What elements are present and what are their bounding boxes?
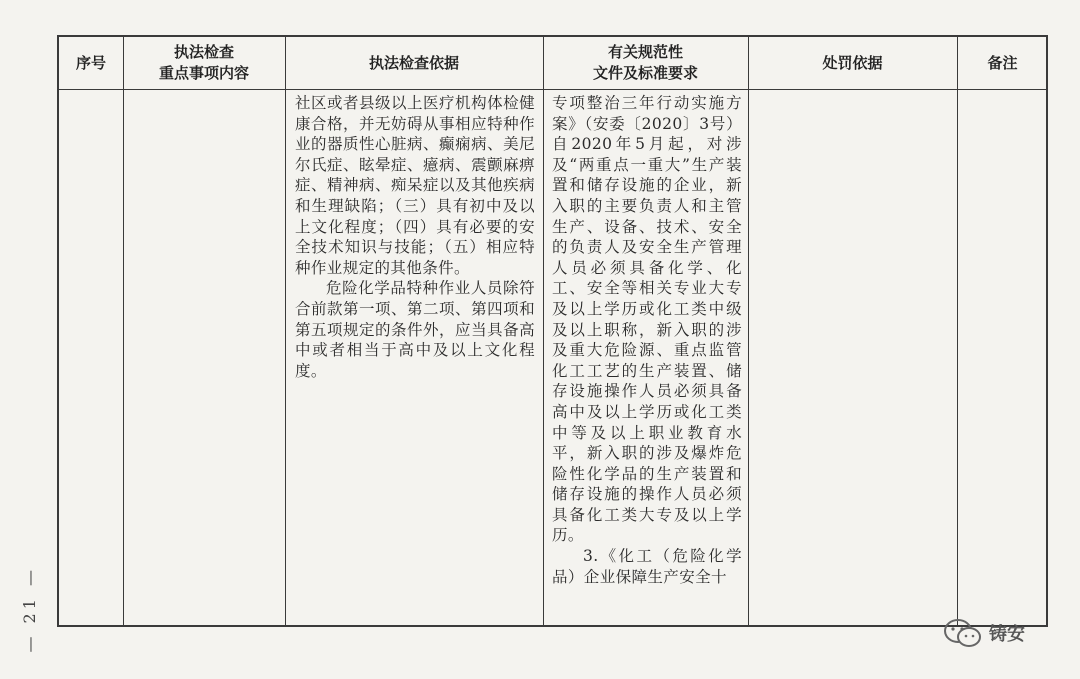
- col-divider: [543, 37, 544, 625]
- watermark-text: 铸安: [989, 624, 1025, 645]
- header-norms: [543, 37, 748, 89]
- norms-cell: [552, 93, 742, 587]
- col-divider: [123, 37, 124, 625]
- basis-cell: [295, 93, 535, 381]
- header-items: [123, 37, 285, 89]
- col-divider: [957, 37, 958, 625]
- watermark: [943, 618, 1025, 648]
- norms-paragraph-1: 专项整治三年行动实施方案》（安委〔2020〕3号）自2020年5月起，对涉及“两重点一重大”生产装置和储存设施的企业，新入职的主要负责人和主管生产、设备、技术、安全的负责人及安全生产管理人员必须具备化学、化工、安全等相关专业大专及以上学历或化工类中级及以上职称，新入职的涉及重大危险源、重点监管化工工艺的生产装置、储存设施操作人员必须具备高中及以上学历或化工类中等及以上职业教育水平，新入职的涉及爆炸危险性化学品的生产装置和储存设施的操作人员必须具备化工类大专及以上学历。: [552, 94, 742, 545]
- header-items-line2: 重点事项内容: [158, 64, 249, 82]
- col-divider: [748, 37, 749, 625]
- header-norms-line2: 文件及标准要求: [592, 64, 698, 82]
- col-divider: [285, 37, 286, 625]
- page-number: — 21 —: [20, 566, 39, 653]
- basis-paragraph-1: 社区或者县级以上医疗机构体检健康合格，并无妨碍从事相应特种作业的器质性心脏病、癫痫病、美尼尔氏症、眩晕症、癔病、震颤麻痹症、精神病、痴呆症以及其他疾病和生理缺陷；（三）具有初中及以上文化程度；（四）具有必要的安全技术知识与技能；（五）相应特种作业规定的其他条件。: [295, 94, 535, 277]
- header-basis: 执法检查依据: [368, 53, 459, 72]
- norms-paragraph-2: 3.《化工（危险化学品）企业保障生产安全十: [552, 547, 742, 586]
- header-norms-line1: 有关规范性: [607, 43, 683, 61]
- header-remark: 备注: [987, 53, 1018, 72]
- header-divider: [59, 89, 1046, 90]
- header-seq: 序号: [75, 53, 106, 72]
- header-items-line1: 执法检查: [173, 43, 234, 61]
- regulation-table: [57, 35, 1048, 627]
- basis-paragraph-2: 危险化学品特种作业人员除符合前款第一项、第二项、第四项和第五项规定的条件外，应当具备高中或者相当于高中及以上文化程度。: [295, 279, 535, 380]
- wechat-icon: [943, 618, 983, 648]
- header-penalty: 处罚依据: [822, 53, 883, 72]
